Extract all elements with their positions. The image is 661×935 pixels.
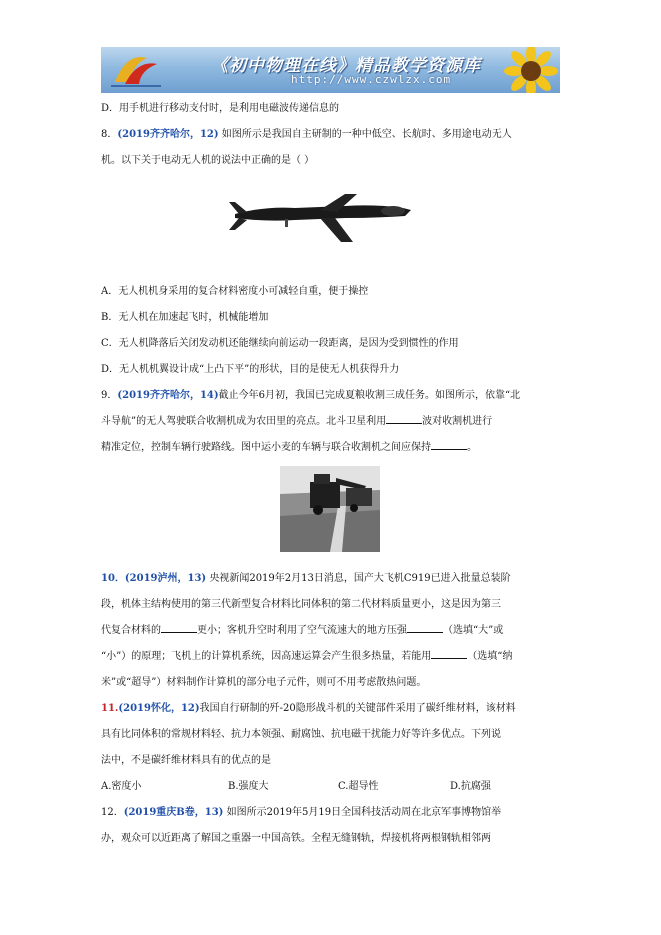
q11-option-b: B.强度大 bbox=[228, 781, 269, 792]
prev-option-d: D．用手机进行移动支付时，是利用电磁波传递信息的 bbox=[101, 103, 340, 114]
q11-option-a: A.密度小 bbox=[101, 781, 142, 792]
q10-text1: 央视新闻2019年2月13日消息，国产大飞机C919已进入批量总装阶 bbox=[209, 573, 511, 584]
q8-line1 bbox=[101, 122, 563, 148]
q10-line1 bbox=[101, 566, 563, 592]
q9-blank-1[interactable] bbox=[386, 413, 422, 424]
q10-source: (2019泸州，13) bbox=[124, 573, 207, 584]
q10-line5: 米”或“超导”）材料制作计算机的部分电子元件，则可不用考虑散热问题。 bbox=[101, 677, 427, 688]
q10-line4 bbox=[101, 644, 563, 670]
q9-text2b: 波对收割机进行 bbox=[422, 416, 493, 427]
q10-text3b: 更小；客机升空时利用了空气流速大的地方压强 bbox=[197, 625, 407, 636]
q11-option-c: C.超导性 bbox=[338, 781, 379, 792]
q9-line3 bbox=[101, 435, 563, 461]
q10-blank-1[interactable] bbox=[161, 622, 197, 633]
q10-text4b: （选填“纳 bbox=[467, 651, 513, 662]
q8-line2: 机。以下关于电动无人机的说法中正确的是（ ） bbox=[101, 155, 315, 166]
site-logo bbox=[107, 50, 167, 90]
sunflower-decoration bbox=[496, 47, 560, 93]
q10-text3c: （选填“大”或 bbox=[443, 625, 504, 636]
q10-number: 10． bbox=[101, 573, 125, 584]
q10-text4a: “小”）的原理；飞机上的计算机系统，因高速运算会产生很多热量，若能用 bbox=[101, 651, 432, 662]
q9-blank-2[interactable] bbox=[431, 439, 467, 450]
q12-line2: 办，观众可以近距离了解国之重器一中国高铁。全程无缝钢轨，焊接机将两根钢轨相邻两 bbox=[101, 833, 491, 844]
q11-text1: 我国自行研制的歼-20隐形战斗机的关键部件采用了碳纤维材料，该材料 bbox=[199, 703, 516, 714]
q11-source: (2019怀化，12) bbox=[118, 703, 200, 714]
q12-line1 bbox=[101, 800, 563, 826]
q11-line2: 具有比同体积的常规材料轻、抗力本领强、耐腐蚀、抗电磁干扰能力好等许多优点。下列说 bbox=[101, 729, 501, 740]
q11-number: 11. bbox=[101, 703, 119, 714]
q9-line2 bbox=[101, 409, 563, 435]
q11-options bbox=[101, 774, 563, 800]
q11-line1 bbox=[101, 696, 563, 722]
q9-source: (2019齐齐哈尔，14) bbox=[117, 390, 219, 401]
harvester-photo bbox=[280, 466, 380, 552]
banner-title: 《初中物理在线》精品教学资源库 bbox=[211, 56, 481, 76]
q10-blank-3[interactable] bbox=[431, 648, 467, 659]
q8-option-b: B．无人机在加速起飞时，机械能增加 bbox=[101, 312, 269, 323]
q9-text1: 截止今年6月初，我国已完成夏粮收割三成任务。如图所示，依靠“北 bbox=[218, 390, 521, 401]
q8-option-a: A．无人机机身采用的复合材料密度小可减轻自重，便于操控 bbox=[101, 286, 369, 297]
q9-text3b: 。 bbox=[467, 442, 477, 453]
q9-number: 9． bbox=[101, 390, 118, 401]
q9-line1 bbox=[101, 383, 563, 409]
q11-line3: 法中，不是碳纤维材料具有的优点的是 bbox=[101, 755, 271, 766]
header-banner bbox=[101, 47, 560, 93]
q10-blank-2[interactable] bbox=[407, 622, 443, 633]
q10-line3 bbox=[101, 618, 563, 644]
banner-url[interactable]: http://www.czwlzx.com bbox=[291, 73, 452, 86]
q10-line2: 段，机体主结构使用的第三代新型复合材料比同体积的第二代材料质量更小，这是因为第三 bbox=[101, 599, 501, 610]
q11-option-d: D.抗腐强 bbox=[450, 781, 491, 792]
q8-text1: 如图所示是我国自主研制的一种中低空、长航时、多用途电动无人 bbox=[221, 129, 512, 140]
q8-option-c: C．无人机降落后关闭发动机还能继续向前运动一段距离，是因为受到惯性的作用 bbox=[101, 338, 459, 349]
drone-photo bbox=[225, 188, 425, 248]
q8-source: (2019齐齐哈尔，12) bbox=[117, 129, 219, 140]
q8-number: 8． bbox=[101, 129, 118, 140]
q8-option-d: D．无人机机翼设计成“上凸下平”的形状，目的是使无人机获得升力 bbox=[101, 364, 400, 375]
q12-source: (2019重庆B卷，13) bbox=[123, 807, 224, 818]
q9-text3: 精准定位，控制车辆行驶路线。图中运小麦的车辆与联合收割机之间应保持 bbox=[101, 442, 431, 453]
q10-text3a: 代复合材料的 bbox=[101, 625, 161, 636]
q9-text2: 斗导航”的无人驾驶联合收割机成为农田里的亮点。北斗卫星利用 bbox=[101, 416, 387, 427]
q12-text1: 如图所示2019年5月19日全国科技活动周在北京军事博物馆举 bbox=[226, 807, 502, 818]
q12-number: 12． bbox=[101, 807, 124, 818]
